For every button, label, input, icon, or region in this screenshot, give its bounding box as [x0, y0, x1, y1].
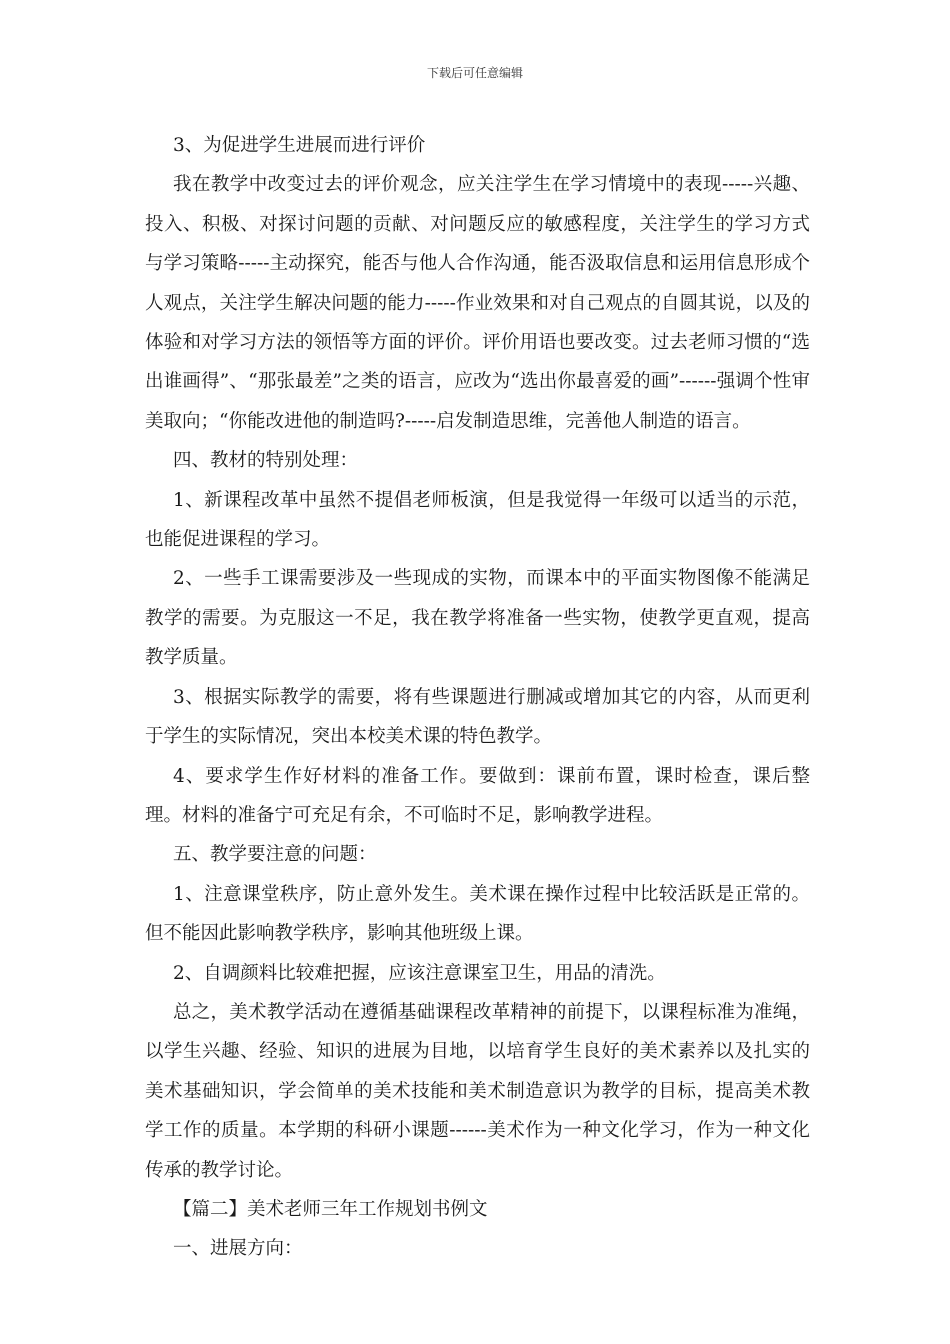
- section-heading-evaluation: 3、为促进学生进展而进行评价: [173, 135, 426, 156]
- section-heading-notes: 五、教学要注意的问题：: [173, 844, 377, 866]
- paragraph-textbook-3: 3、根据实际教学的需要，将有些课题进行删减或增加其它的内容，从而更利于学生的实际情况，突出本校美术课的特色教学。: [145, 686, 810, 748]
- paragraph-textbook-2: 2、一些手工课需要涉及一些现成的实物，而课本中的平面实物图像不能满足教学的需要。为克服这一不足，我在教学将准备一些实物，使教学更直观，提高教学质量。: [145, 568, 810, 669]
- section-heading-part-two: 【篇二】美术老师三年工作规划书例文: [173, 1198, 488, 1220]
- page-header-note: 下载后可任意编辑: [426, 66, 523, 80]
- section-heading-direction: 一、进展方向：: [173, 1238, 303, 1260]
- paragraph-evaluation-body: 我在教学中改变过去的评价观念，应关注学生在学习情境中的表现-----兴趣、投入、积极、对探讨问题的贡献、对问题反应的敏感程度，关注学生的学习方式与学习策略-----主动探究，能否与他人合作沟通，能否汲取信息和运用信息形成个人观点，关注学生解决问题的能力-----作业效果和对自己观点的自圆其说，以及的体验和对学习方法的领悟等方面的评价。评价用语也要改变。过去老师习惯的“选出谁画得”、“那张最差”之类的语言，应改为“选出你最喜爱的画”------强调个性审美取向；“你能改进他的制造吗?-----启发制造思维，完善他人制造的语言。: [145, 174, 810, 432]
- paragraph-notes-2: 2、自调颜料比较难把握，应该注意课室卫生，用品的清洗。: [173, 962, 666, 984]
- paragraph-textbook-4: 4、要求学生作好材料的准备工作。要做到：课前布置，课时检查，课后整理。材料的准备宁可充足有余，不可临时不足，影响教学进程。: [145, 765, 810, 826]
- section-heading-textbook: 四、教材的特别处理：: [173, 450, 359, 472]
- document-body: [145, 126, 810, 1269]
- paragraph-notes-1: 1、注意课堂秩序，防止意外发生。美术课在操作过程中比较活跃是正常的。但不能因此影响教学秩序，影响其他班级上课。: [145, 883, 810, 945]
- paragraph-summary: 总之，美术教学活动在遵循基础课程改革精神的前提下，以课程标准为准绳，以学生兴趣、经验、知识的进展为目地，以培育学生良好的美术素养以及扎实的美术基础知识，学会简单的美术技能和美术制造意识为教学的目标，提高美术教学工作的质量。本学期的科研小课题------美术作为一种文化学习，作为一种文化传承的教学讨论。: [145, 1001, 810, 1181]
- paragraph-textbook-1: 1、新课程改革中虽然不提倡老师板演，但是我觉得一年级可以适当的示范，也能促进课程的学习。: [145, 489, 810, 551]
